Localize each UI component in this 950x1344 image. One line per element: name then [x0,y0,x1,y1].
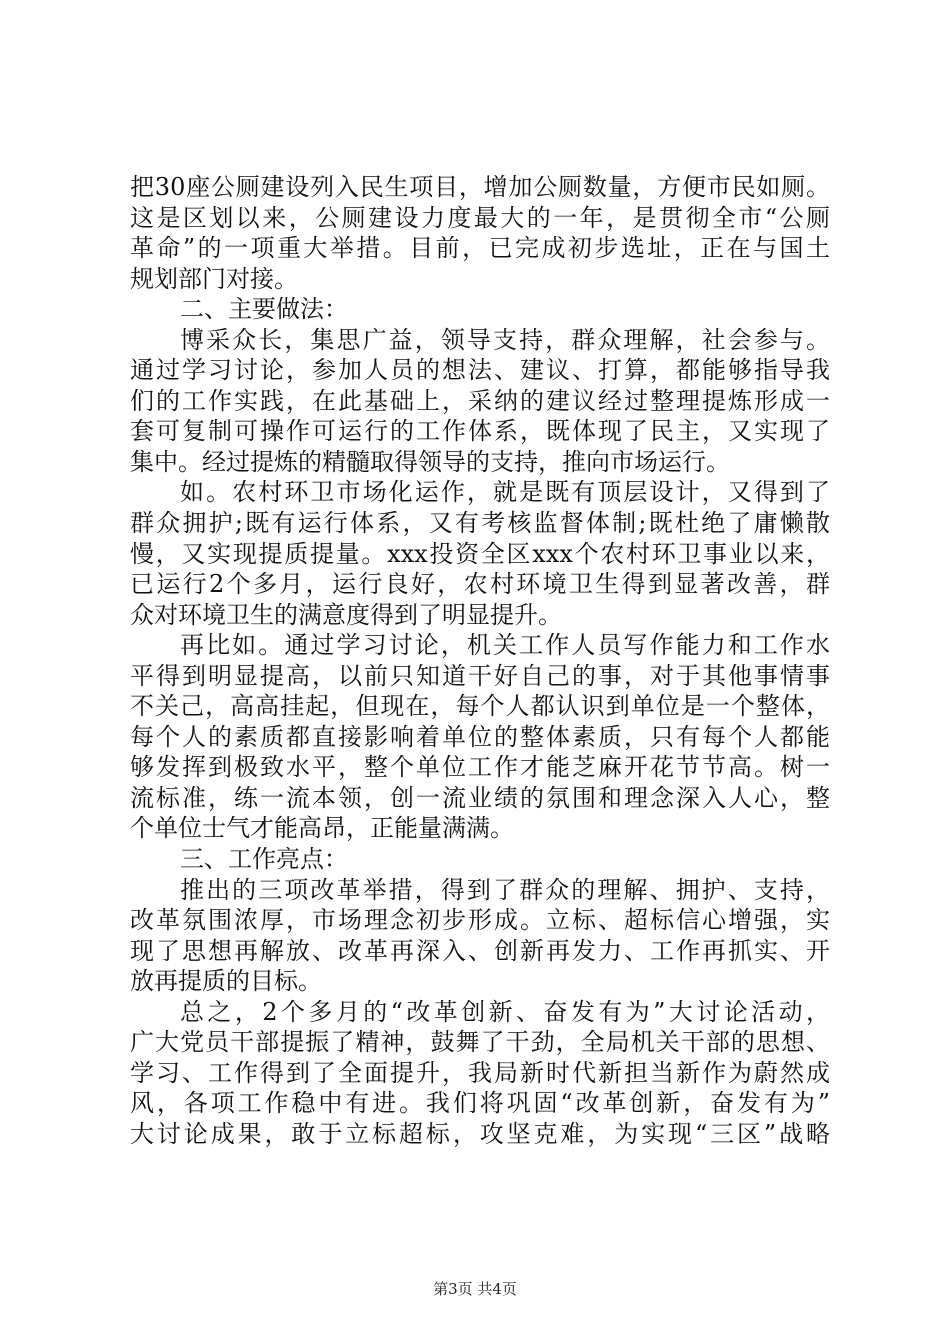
text-line: 推出的三项改革举措，得到了群众的理解、拥护、支持， [180,875,830,904]
text-line: 规划部门对接。 [130,264,298,293]
text-line: 革命”的一项重大举措。目前，已完成初步选址，正在与国土 [130,234,830,263]
text-line: 慢，又实现提质提量。xxx投资全区xxx个农村环卫事业以来， [130,539,830,568]
text-line: 把30座公厕建设列入民生项目，增加公厕数量，方便市民如厕。 [130,173,830,201]
text-line: 平得到明显提高，以前只知道干好自己的事，对于其他事情事 [130,661,830,690]
text-line: 再比如。通过学习讨论，机关工作人员写作能力和工作水 [180,631,830,660]
text-line: 流标准，练一流本领，创一流业绩的氛围和理念深入人心，整 [130,783,830,812]
text-line: 套可复制可操作可运行的工作体系，既体现了民主，又实现了 [130,417,830,446]
text-line: 不关己，高高挂起，但现在，每个人都认识到单位是一个整体， [130,692,830,721]
text-line: 总之，2个多月的“改革创新、奋发有为”大讨论活动， [180,997,830,1026]
text-line: 个单位士气才能高昂，正能量满满。 [130,814,514,843]
text-line: 改革氛围浓厚，市场理念初步形成。立标、超标信心增强，实 [130,906,830,935]
text-line: 风，各项工作稳中有进。我们将巩固“改革创新，奋发有为” [130,1089,830,1118]
text-line: 放再提质的目标。 [130,967,322,996]
text-line: 通过学习讨论，参加人员的想法、建议、打算，都能够指导我 [130,356,830,385]
section-heading-main-practices: 二、主要做法： [180,295,348,324]
text-line: 够发挥到极致水平，整个单位工作才能芝麻开花节节高。树一 [130,753,830,782]
text-line: 集中。经过提炼的精髓取得领导的支持，推向市场运行。 [130,447,730,476]
text-line: 学习、工作得到了全面提升，我局新时代新担当新作为蔚然成 [130,1058,830,1087]
text-line: 博采众长，集思广益，领导支持，群众理解，社会参与。 [180,325,830,354]
text-line: 每个人的素质都直接影响着单位的整体素质，只有每个人都能 [130,722,830,751]
text-line: 大讨论成果，敢于立标超标，攻坚克难，为实现“三区”战略 [130,1119,830,1148]
text-line: 已运行2个多月，运行良好，农村环境卫生得到显著改善，群 [130,570,830,599]
document-body [130,172,830,1150]
text-line: 广大党员干部提振了精神，鼓舞了干劲，全局机关干部的思想、 [130,1028,830,1057]
text-line: 如。农村环卫市场化运作，就是既有顶层设计，又得到了 [180,478,830,507]
text-line: 这是区划以来，公厕建设力度最大的一年，是贯彻全市“公厕 [130,203,830,232]
text-line: 众对环境卫生的满意度得到了明显提升。 [130,600,562,629]
text-line: 们的工作实践，在此基础上，采纳的建议经过整理提炼形成一 [130,386,830,415]
text-line: 现了思想再解放、改革再深入、创新再发力、工作再抓实、开 [130,936,830,965]
page-number-footer: 第3页 共4页 [433,1280,517,1298]
text-line: 群众拥护;既有运行体系，又有考核监督体制;既杜绝了庸懒散 [130,509,830,538]
section-heading-highlights: 三、工作亮点： [180,845,348,874]
